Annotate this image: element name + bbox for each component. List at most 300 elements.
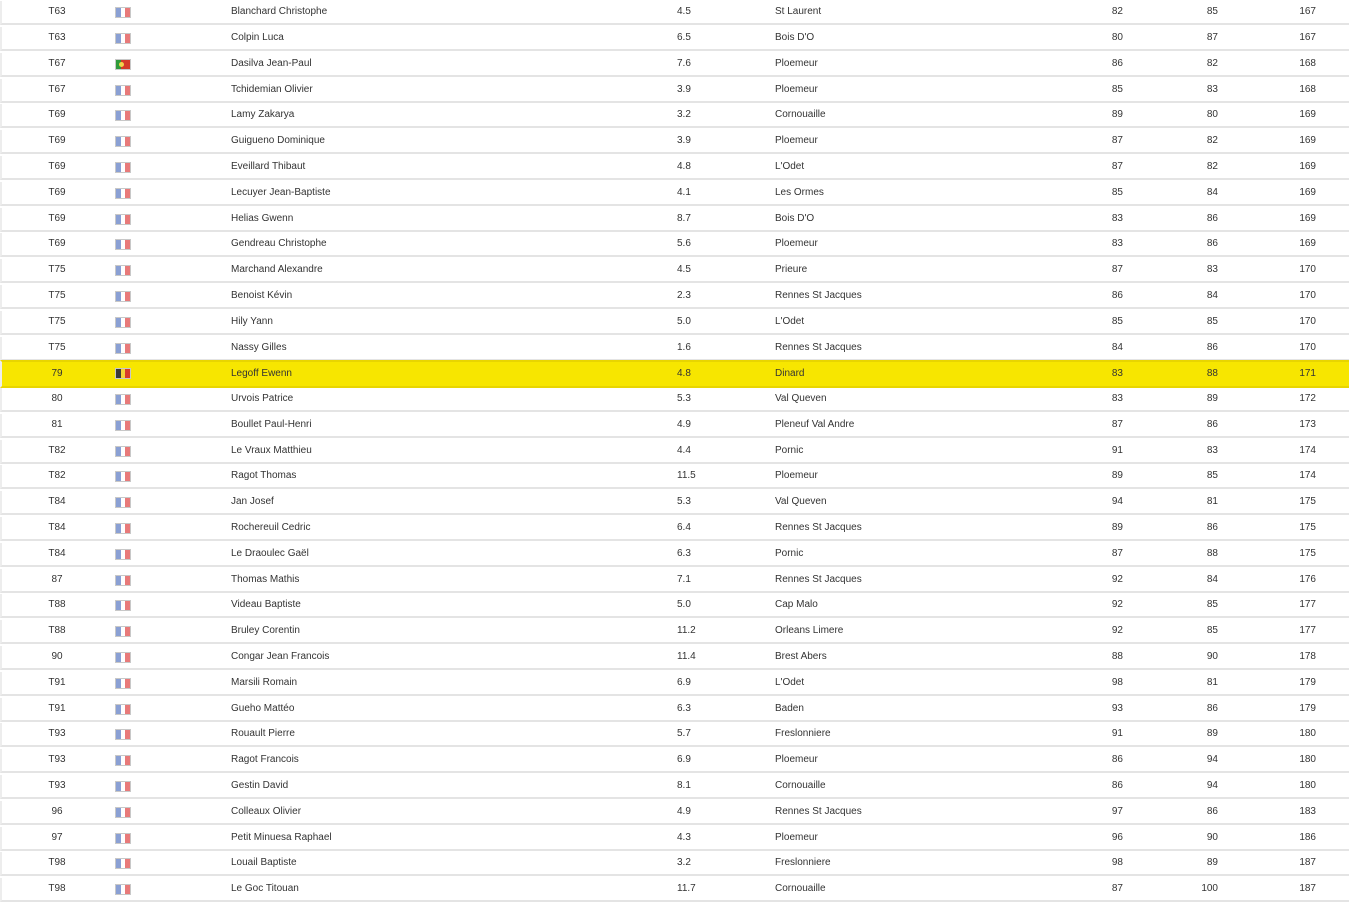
player-name-cell[interactable]: Benoist Kévin: [231, 290, 293, 301]
fr-flag-icon: [115, 317, 131, 328]
club-cell: Pornic: [775, 445, 804, 456]
player-name-cell[interactable]: Rouault Pierre: [231, 728, 295, 739]
table-row[interactable]: [0, 27, 1349, 51]
player-name-cell[interactable]: Marsili Romain: [231, 677, 298, 688]
round-2-score-cell: 86: [1206, 522, 1218, 533]
fr-flag-icon: [115, 420, 131, 431]
nationality-cell: [115, 517, 131, 539]
round-2-score-cell: 94: [1206, 780, 1218, 791]
total-score-cell: 179: [1299, 703, 1316, 714]
round-1-score-cell: 85: [1111, 316, 1123, 327]
fr-flag-icon: [115, 678, 131, 689]
player-name-cell[interactable]: Ragot Thomas: [231, 470, 297, 481]
nationality-cell: [115, 285, 131, 307]
round-1-score-cell: 87: [1111, 161, 1123, 172]
round-1-score-cell: 85: [1111, 84, 1123, 95]
nationality-cell: [115, 311, 131, 333]
player-name-cell[interactable]: Ragot Francois: [231, 754, 299, 765]
player-name-cell[interactable]: Boullet Paul-Henri: [231, 419, 312, 430]
fr-flag-icon: [115, 729, 131, 740]
nationality-cell: [115, 749, 131, 771]
handicap-cell: 5.3: [677, 393, 691, 404]
total-score-cell: 175: [1299, 496, 1316, 507]
round-2-score-cell: 88: [1206, 548, 1218, 559]
fr-flag-icon: [115, 343, 131, 354]
table-row[interactable]: [0, 878, 1349, 902]
round-1-score-cell: 83: [1111, 238, 1123, 249]
handicap-cell: 4.8: [677, 161, 691, 172]
handicap-cell: 4.4: [677, 445, 691, 456]
total-score-cell: 167: [1299, 6, 1316, 17]
round-1-score-cell: 80: [1111, 32, 1123, 43]
position-cell: T75: [48, 316, 66, 327]
nationality-cell: [115, 104, 131, 126]
round-1-score-cell: 84: [1111, 342, 1123, 353]
nationality-cell: [115, 543, 131, 565]
nationality-cell: [115, 53, 131, 75]
nationality-cell: [115, 672, 131, 694]
player-name-cell[interactable]: Colleaux Olivier: [231, 806, 302, 817]
club-cell: Rennes St Jacques: [775, 522, 862, 533]
total-score-cell: 173: [1299, 419, 1316, 430]
table-row[interactable]: [0, 360, 1349, 388]
club-cell: Brest Abers: [775, 651, 827, 662]
total-score-cell: 168: [1299, 58, 1316, 69]
club-cell: Ploemeur: [775, 238, 818, 249]
total-score-cell: 169: [1299, 109, 1316, 120]
club-cell: Rennes St Jacques: [775, 806, 862, 817]
round-2-score-cell: 94: [1206, 754, 1218, 765]
position-cell: 96: [51, 806, 63, 817]
round-2-score-cell: 90: [1206, 832, 1218, 843]
total-score-cell: 169: [1299, 213, 1316, 224]
fr-flag-icon: [115, 110, 131, 121]
handicap-cell: 7.1: [677, 574, 691, 585]
round-2-score-cell: 82: [1206, 58, 1218, 69]
round-2-score-cell: 84: [1206, 574, 1218, 585]
nationality-cell: [115, 620, 131, 642]
fr-flag-icon: [115, 265, 131, 276]
total-score-cell: 174: [1299, 470, 1316, 481]
round-2-score-cell: 86: [1206, 703, 1218, 714]
club-cell: Prieure: [775, 264, 808, 275]
handicap-cell: 4.9: [677, 419, 691, 430]
fr-flag-icon: [115, 471, 131, 482]
table-row[interactable]: [0, 517, 1349, 541]
player-name-cell[interactable]: Jan Josef: [231, 496, 274, 507]
round-1-score-cell: 93: [1111, 703, 1123, 714]
nationality-cell: [115, 130, 131, 152]
club-cell: Les Ormes: [775, 187, 824, 198]
total-score-cell: 180: [1299, 754, 1316, 765]
table-row[interactable]: [0, 79, 1349, 103]
round-1-score-cell: 86: [1111, 290, 1123, 301]
club-cell: Freslonniere: [775, 857, 831, 868]
round-2-score-cell: 85: [1206, 599, 1218, 610]
round-1-score-cell: 89: [1111, 522, 1123, 533]
club-cell: Cornouaille: [775, 883, 826, 894]
player-name-cell[interactable]: Le Vraux Matthieu: [231, 445, 312, 456]
round-2-score-cell: 85: [1206, 470, 1218, 481]
player-name-cell[interactable]: Nassy Gilles: [231, 342, 287, 353]
total-score-cell: 169: [1299, 161, 1316, 172]
nationality-cell: [115, 182, 131, 204]
round-1-score-cell: 92: [1111, 599, 1123, 610]
player-name-cell[interactable]: Lecuyer Jean-Baptiste: [231, 187, 331, 198]
nationality-cell: [115, 491, 131, 513]
club-cell: Bois D'O: [775, 32, 815, 43]
nationality-cell: [115, 414, 131, 436]
player-name-cell[interactable]: Bruley Corentin: [231, 625, 300, 636]
table-row[interactable]: [0, 646, 1349, 670]
fr-flag-icon: [115, 85, 131, 96]
club-cell: Cornouaille: [775, 109, 826, 120]
fr-flag-icon: [115, 523, 131, 534]
club-cell: Dinard: [775, 368, 805, 379]
table-row[interactable]: [0, 465, 1349, 489]
fr-flag-icon: [115, 755, 131, 766]
nationality-cell: [115, 852, 131, 874]
total-score-cell: 171: [1299, 368, 1316, 379]
handicap-cell: 4.9: [677, 806, 691, 817]
handicap-cell: 2.3: [677, 290, 691, 301]
position-cell: T84: [48, 522, 66, 533]
table-row[interactable]: [0, 285, 1349, 309]
round-1-score-cell: 87: [1111, 548, 1123, 559]
total-score-cell: 175: [1299, 548, 1316, 559]
round-1-score-cell: 82: [1111, 6, 1123, 17]
club-cell: Ploemeur: [775, 832, 818, 843]
table-row[interactable]: [0, 827, 1349, 851]
club-cell: Pornic: [775, 548, 804, 559]
fr-flag-icon: [115, 7, 131, 18]
round-1-score-cell: 89: [1111, 470, 1123, 481]
fr-flag-icon: [115, 136, 131, 147]
player-name-cell[interactable]: Le Draoulec Gaël: [231, 548, 309, 559]
player-name-cell[interactable]: Gestin David: [231, 780, 289, 791]
position-cell: 81: [51, 419, 63, 430]
total-score-cell: 180: [1299, 728, 1316, 739]
position-cell: 87: [51, 574, 63, 585]
table-row[interactable]: [0, 208, 1349, 232]
round-2-score-cell: 83: [1206, 264, 1218, 275]
position-cell: 97: [51, 832, 63, 843]
nationality-cell: [115, 233, 131, 255]
player-name-cell[interactable]: Louail Baptiste: [231, 857, 297, 868]
player-name-cell[interactable]: Helias Gwenn: [231, 213, 294, 224]
player-name-cell[interactable]: Congar Jean Francois: [231, 651, 330, 662]
handicap-cell: 6.4: [677, 522, 691, 533]
club-cell: L'Odet: [775, 316, 805, 327]
total-score-cell: 187: [1299, 857, 1316, 868]
position-cell: T93: [48, 728, 66, 739]
table-row[interactable]: [0, 620, 1349, 644]
nationality-cell: [115, 569, 131, 591]
nationality-cell: [115, 775, 131, 797]
handicap-cell: 6.9: [677, 754, 691, 765]
round-1-score-cell: 87: [1111, 883, 1123, 894]
position-cell: T63: [48, 32, 66, 43]
fr-flag-icon: [115, 188, 131, 199]
total-score-cell: 169: [1299, 238, 1316, 249]
fr-flag-icon: [115, 549, 131, 560]
club-cell: Ploemeur: [775, 470, 818, 481]
position-cell: T93: [48, 780, 66, 791]
position-cell: T67: [48, 58, 66, 69]
total-score-cell: 170: [1299, 290, 1316, 301]
position-cell: T82: [48, 470, 66, 481]
handicap-cell: 8.7: [677, 213, 691, 224]
handicap-cell: 4.5: [677, 264, 691, 275]
handicap-cell: 4.3: [677, 832, 691, 843]
round-1-score-cell: 89: [1111, 109, 1123, 120]
club-cell: L'Odet: [775, 161, 805, 172]
round-1-score-cell: 94: [1111, 496, 1123, 507]
total-score-cell: 177: [1299, 599, 1316, 610]
table-row[interactable]: [0, 1, 1349, 25]
fr-flag-icon: [115, 239, 131, 250]
round-1-score-cell: 83: [1111, 368, 1123, 379]
player-name-cell[interactable]: Rochereuil Cedric: [231, 522, 311, 533]
table-row[interactable]: [0, 749, 1349, 773]
nationality-cell: [115, 1, 131, 23]
club-cell: Ploemeur: [775, 58, 818, 69]
round-2-score-cell: 83: [1206, 445, 1218, 456]
round-2-score-cell: 82: [1206, 161, 1218, 172]
nationality-cell: [115, 698, 131, 720]
nationality-cell: [115, 337, 131, 359]
player-name-cell[interactable]: Videau Baptiste: [231, 599, 301, 610]
position-cell: T69: [48, 135, 66, 146]
handicap-cell: 6.9: [677, 677, 691, 688]
fr-flag-icon: [115, 575, 131, 586]
club-cell: Rennes St Jacques: [775, 290, 862, 301]
player-name-cell[interactable]: Eveillard Thibaut: [231, 161, 306, 172]
club-cell: Orleans Limere: [775, 625, 844, 636]
table-row[interactable]: [0, 569, 1349, 593]
club-cell: Cornouaille: [775, 780, 826, 791]
round-2-score-cell: 84: [1206, 290, 1218, 301]
position-cell: T93: [48, 754, 66, 765]
fr-flag-icon: [115, 807, 131, 818]
total-score-cell: 175: [1299, 522, 1316, 533]
table-row[interactable]: [0, 130, 1349, 154]
club-cell: Cap Malo: [775, 599, 818, 610]
table-row[interactable]: [0, 440, 1349, 464]
handicap-cell: 11.5: [677, 470, 696, 481]
player-name-cell[interactable]: Legoff Ewenn: [231, 368, 292, 379]
fr-flag-icon: [115, 394, 131, 405]
table-row[interactable]: [0, 388, 1349, 412]
fr-flag-icon: [115, 704, 131, 715]
round-2-score-cell: 89: [1206, 393, 1218, 404]
round-1-score-cell: 92: [1111, 574, 1123, 585]
table-row[interactable]: [0, 259, 1349, 283]
player-name-cell[interactable]: Gendreau Christophe: [231, 238, 327, 249]
table-row[interactable]: [0, 53, 1349, 77]
table-row[interactable]: [0, 233, 1349, 257]
position-cell: T75: [48, 342, 66, 353]
fr-flag-icon: [115, 162, 131, 173]
total-score-cell: 178: [1299, 651, 1316, 662]
player-name-cell[interactable]: Tchidemian Olivier: [231, 84, 313, 95]
position-cell: T84: [48, 548, 66, 559]
fr-flag-icon: [115, 781, 131, 792]
round-2-score-cell: 90: [1206, 651, 1218, 662]
nationality-cell: [115, 646, 131, 668]
table-row[interactable]: [0, 852, 1349, 876]
table-row[interactable]: [0, 156, 1349, 180]
fr-flag-icon: [115, 833, 131, 844]
table-row[interactable]: [0, 414, 1349, 438]
round-1-score-cell: 92: [1111, 625, 1123, 636]
position-cell: T88: [48, 625, 66, 636]
total-score-cell: 180: [1299, 780, 1316, 791]
round-1-score-cell: 98: [1111, 857, 1123, 868]
position-cell: T91: [48, 677, 66, 688]
total-score-cell: 169: [1299, 187, 1316, 198]
position-cell: T69: [48, 109, 66, 120]
player-name-cell[interactable]: Guigueno Dominique: [231, 135, 325, 146]
round-1-score-cell: 91: [1111, 728, 1123, 739]
handicap-cell: 3.9: [677, 135, 691, 146]
player-name-cell[interactable]: Le Goc Titouan: [231, 883, 299, 894]
fr-flag-icon: [115, 214, 131, 225]
player-name-cell[interactable]: Urvois Patrice: [231, 393, 294, 404]
round-2-score-cell: 80: [1206, 109, 1218, 120]
total-score-cell: 169: [1299, 135, 1316, 146]
handicap-cell: 5.3: [677, 496, 691, 507]
player-name-cell[interactable]: Gueho Mattéo: [231, 703, 295, 714]
position-cell: T67: [48, 84, 66, 95]
round-2-score-cell: 89: [1206, 728, 1218, 739]
table-row[interactable]: [0, 672, 1349, 696]
fr-flag-icon: [115, 884, 131, 895]
fr-flag-icon: [115, 446, 131, 457]
handicap-cell: 1.6: [677, 342, 691, 353]
club-cell: Val Queven: [775, 393, 827, 404]
handicap-cell: 3.2: [677, 109, 691, 120]
club-cell: Rennes St Jacques: [775, 574, 862, 585]
fr-flag-icon: [115, 858, 131, 869]
table-row[interactable]: [0, 182, 1349, 206]
position-cell: 80: [51, 393, 63, 404]
table-row[interactable]: [0, 491, 1349, 515]
player-name-cell[interactable]: Hily Yann: [231, 316, 273, 327]
round-1-score-cell: 85: [1111, 187, 1123, 198]
position-cell: 79: [51, 368, 63, 379]
round-2-score-cell: 85: [1206, 316, 1218, 327]
player-name-cell[interactable]: Lamy Zakarya: [231, 109, 295, 120]
round-2-score-cell: 85: [1206, 625, 1218, 636]
total-score-cell: 170: [1299, 342, 1316, 353]
fr-flag-icon: [115, 33, 131, 44]
total-score-cell: 183: [1299, 806, 1316, 817]
position-cell: T69: [48, 161, 66, 172]
position-cell: T69: [48, 187, 66, 198]
handicap-cell: 6.3: [677, 703, 691, 714]
club-cell: Ploemeur: [775, 135, 818, 146]
round-1-score-cell: 83: [1111, 213, 1123, 224]
player-name-cell[interactable]: Petit Minuesa Raphael: [231, 832, 332, 843]
player-name-cell[interactable]: Thomas Mathis: [231, 574, 300, 585]
player-name-cell[interactable]: Dasilva Jean-Paul: [231, 58, 312, 69]
table-row[interactable]: [0, 698, 1349, 722]
position-cell: T82: [48, 445, 66, 456]
position-cell: T75: [48, 264, 66, 275]
total-score-cell: 177: [1299, 625, 1316, 636]
position-cell: T69: [48, 238, 66, 249]
nationality-cell: [115, 79, 131, 101]
nationality-cell: [115, 27, 131, 49]
nationality-cell: [115, 208, 131, 230]
total-score-cell: 170: [1299, 316, 1316, 327]
total-score-cell: 176: [1299, 574, 1316, 585]
nationality-cell: [115, 440, 131, 462]
handicap-cell: 6.3: [677, 548, 691, 559]
round-1-score-cell: 87: [1111, 264, 1123, 275]
handicap-cell: 8.1: [677, 780, 691, 791]
table-row[interactable]: [0, 775, 1349, 799]
round-2-score-cell: 86: [1206, 419, 1218, 430]
nationality-cell: [115, 827, 131, 849]
table-row[interactable]: [0, 594, 1349, 618]
total-score-cell: 179: [1299, 677, 1316, 688]
nationality-cell: [115, 465, 131, 487]
total-score-cell: 172: [1299, 393, 1316, 404]
handicap-cell: 11.2: [677, 625, 696, 636]
round-1-score-cell: 98: [1111, 677, 1123, 688]
table-row[interactable]: [0, 311, 1349, 335]
handicap-cell: 5.6: [677, 238, 691, 249]
table-row[interactable]: [0, 104, 1349, 128]
fr-flag-icon: [115, 600, 131, 611]
fr-flag-icon: [115, 291, 131, 302]
position-cell: T69: [48, 213, 66, 224]
round-2-score-cell: 88: [1206, 368, 1218, 379]
round-2-score-cell: 89: [1206, 857, 1218, 868]
fr-flag-icon: [115, 497, 131, 508]
table-row[interactable]: [0, 801, 1349, 825]
round-1-score-cell: 86: [1111, 780, 1123, 791]
handicap-cell: 4.5: [677, 6, 691, 17]
fr-flag-icon: [115, 652, 131, 663]
club-cell: Ploemeur: [775, 754, 818, 765]
be-flag-icon: [115, 368, 131, 379]
total-score-cell: 168: [1299, 84, 1316, 95]
handicap-cell: 4.1: [677, 187, 691, 198]
round-1-score-cell: 97: [1111, 806, 1123, 817]
club-cell: L'Odet: [775, 677, 805, 688]
round-2-score-cell: 86: [1206, 213, 1218, 224]
handicap-cell: 11.7: [677, 883, 696, 894]
handicap-cell: 5.0: [677, 599, 691, 610]
player-name-cell[interactable]: Blanchard Christophe: [231, 6, 328, 17]
club-cell: Val Queven: [775, 496, 827, 507]
round-1-score-cell: 91: [1111, 445, 1123, 456]
position-cell: T84: [48, 496, 66, 507]
nationality-cell: [115, 878, 131, 900]
club-cell: Baden: [775, 703, 804, 714]
position-cell: T91: [48, 703, 66, 714]
player-name-cell[interactable]: Colpin Luca: [231, 32, 284, 43]
table-row[interactable]: [0, 543, 1349, 567]
total-score-cell: 186: [1299, 832, 1316, 843]
table-row[interactable]: [0, 723, 1349, 747]
player-name-cell[interactable]: Marchand Alexandre: [231, 264, 323, 275]
table-row[interactable]: [0, 337, 1349, 361]
nationality-cell: [115, 388, 131, 410]
